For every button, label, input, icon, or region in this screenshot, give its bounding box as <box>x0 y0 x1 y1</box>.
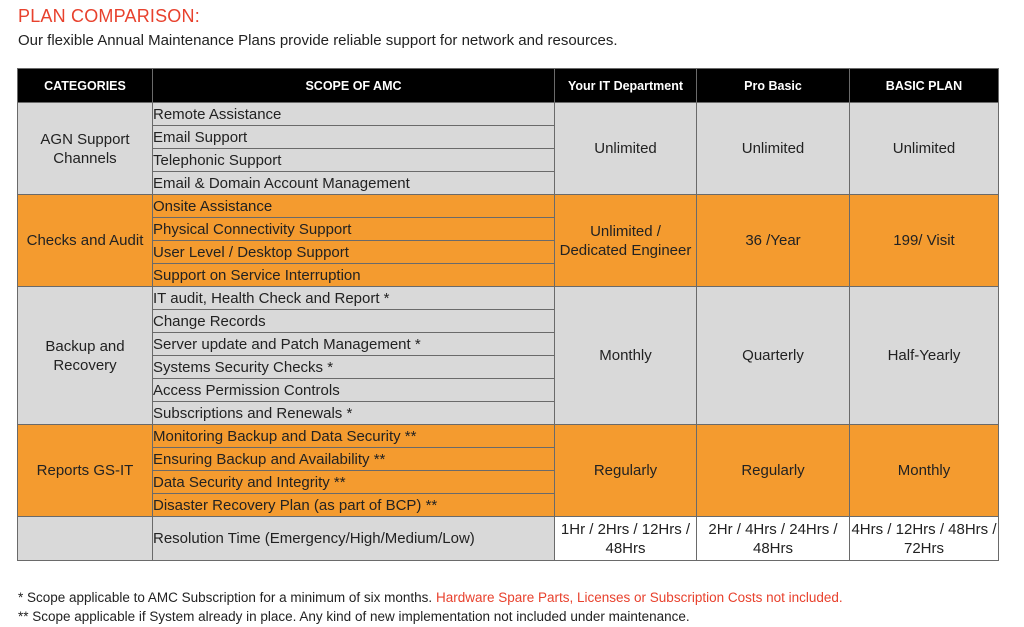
scope-cell: Server update and Patch Management * <box>153 333 555 356</box>
category-cell: Checks and Audit <box>18 195 153 287</box>
basic-plan-value: 199/ Visit <box>850 195 999 287</box>
pro-basic-value: Quarterly <box>697 287 850 425</box>
scope-cell: Systems Security Checks * <box>153 356 555 379</box>
scope-cell: Change Records <box>153 310 555 333</box>
scope-cell-resolution: Resolution Time (Emergency/High/Medium/Low) <box>153 517 555 561</box>
page-subtitle: Our flexible Annual Maintenance Plans provide reliable support for network and resources. <box>18 32 618 49</box>
scope-cell: User Level / Desktop Support <box>153 241 555 264</box>
scope-cell: Monitoring Backup and Data Security ** <box>153 425 555 448</box>
category-cell: Reports GS-IT <box>18 425 153 517</box>
table-row <box>18 425 999 448</box>
header-basic-plan: BASIC PLAN <box>850 69 999 103</box>
resolution-row <box>18 517 999 561</box>
pro-basic-value: 36 /Year <box>697 195 850 287</box>
header-scope: SCOPE OF AMC <box>153 69 555 103</box>
footnote-1-highlight: Hardware Spare Parts, Licenses or Subscription Costs not included. <box>435 590 843 605</box>
basic-plan-value: Unlimited <box>850 103 999 195</box>
scope-cell: Ensuring Backup and Availability ** <box>153 448 555 471</box>
your-it-department-resolution: 1Hr / 2Hrs / 12Hrs / 48Hrs <box>555 517 697 561</box>
scope-cell: IT audit, Health Check and Report * <box>153 287 555 310</box>
header-pro-basic: Pro Basic <box>697 69 850 103</box>
pro-basic-value: Unlimited <box>697 103 850 195</box>
page-title: PLAN COMPARISON: <box>18 6 200 26</box>
your-it-department-value: Monthly <box>555 287 697 425</box>
plan-comparison-table <box>17 68 999 561</box>
table-row <box>18 195 999 218</box>
category-cell-empty <box>18 517 153 561</box>
scope-cell: Support on Service Interruption <box>153 264 555 287</box>
scope-cell: Subscriptions and Renewals * <box>153 402 555 425</box>
table-row <box>18 287 999 310</box>
basic-plan-value: Monthly <box>850 425 999 517</box>
pro-basic-value: Regularly <box>697 425 850 517</box>
scope-cell: Email Support <box>153 126 555 149</box>
basic-plan-resolution: 4Hrs / 12Hrs / 48Hrs / 72Hrs <box>850 517 999 561</box>
table-row <box>18 103 999 126</box>
table-header-row <box>18 69 999 103</box>
scope-cell: Onsite Assistance <box>153 195 555 218</box>
footnote-1-text: * Scope applicable to AMC Subscription for a minimum of six months. <box>18 590 433 605</box>
footnote-1 <box>18 588 843 607</box>
scope-cell: Telephonic Support <box>153 149 555 172</box>
scope-cell: Email & Domain Account Management <box>153 172 555 195</box>
header-categories: CATEGORIES <box>18 69 153 103</box>
category-cell: Backup and Recovery <box>18 287 153 425</box>
scope-cell: Physical Connectivity Support <box>153 218 555 241</box>
header-your-it-department: Your IT Department <box>555 69 697 103</box>
scope-cell: Remote Assistance <box>153 103 555 126</box>
your-it-department-value: Regularly <box>555 425 697 517</box>
scope-cell: Disaster Recovery Plan (as part of BCP) ** <box>153 494 555 517</box>
your-it-department-value: Unlimited / Dedicated Engineer <box>555 195 697 287</box>
category-cell: AGN Support Channels <box>18 103 153 195</box>
basic-plan-value: Half-Yearly <box>850 287 999 425</box>
scope-cell: Data Security and Integrity ** <box>153 471 555 494</box>
your-it-department-value: Unlimited <box>555 103 697 195</box>
pro-basic-resolution: 2Hr / 4Hrs / 24Hrs / 48Hrs <box>697 517 850 561</box>
footnote-2: ** Scope applicable if System already in place. Any kind of new implementation not included under maintenance. <box>18 609 690 624</box>
scope-cell: Access Permission Controls <box>153 379 555 402</box>
footnotes <box>18 588 843 626</box>
